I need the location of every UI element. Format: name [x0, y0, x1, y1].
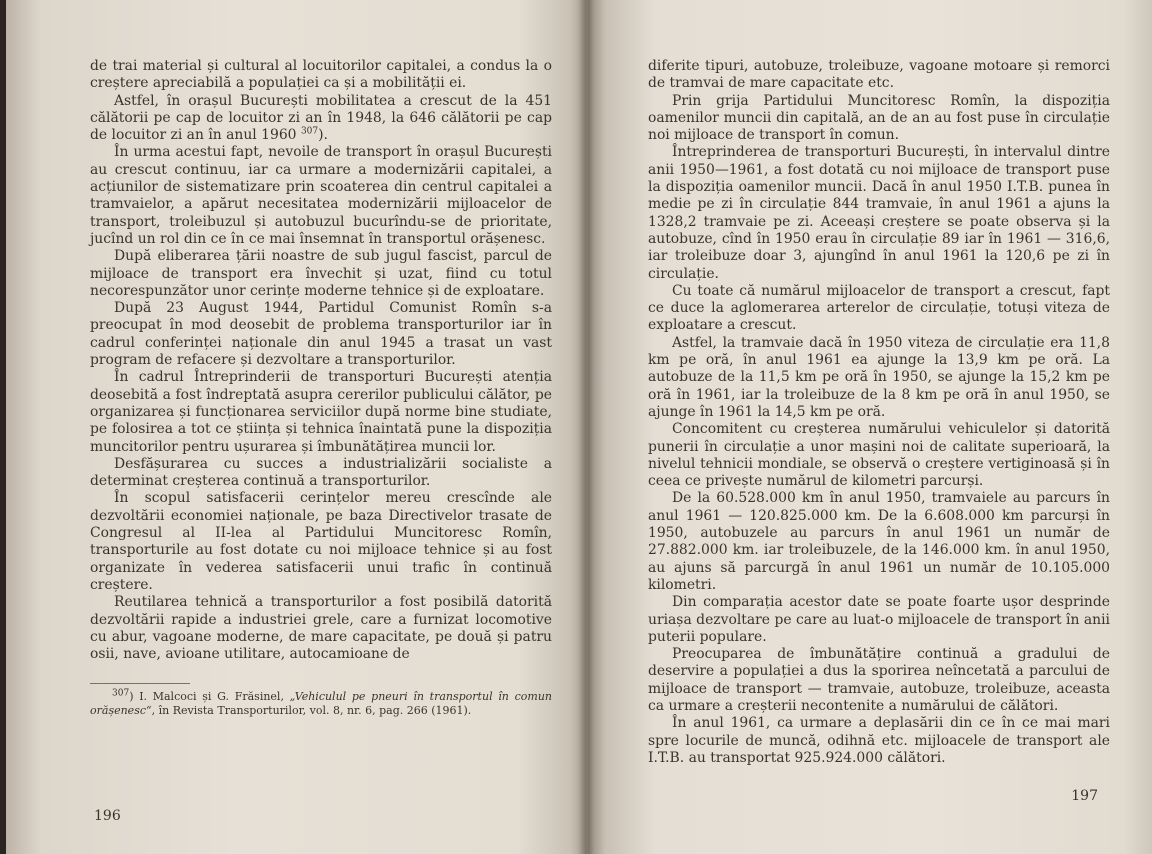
paragraph: După eliberarea țării noastre de sub jugul fascist, parcul de mijloace de transport era învechit și uzat, fiind cu totul necorespunzător unor cerințe moderne tehnice și de exploatare.	[90, 248, 552, 299]
right-page	[588, 0, 1152, 854]
paragraph: Preocuparea de îmbunătățire continuă a gradului de deservire a populației a dus la sporirea neîncetată a parcului de mijloace de transport — tramvaie, autobuze, troleibuze, aceasta ca urmare a creșterii necontenite a numărului de călători.	[648, 646, 1110, 714]
footnote-source: , în Revista Transporturilor, vol. 8, nr. 6, pag. 266 (1961).	[151, 703, 472, 717]
footnote-marker: 307	[112, 688, 130, 699]
paragraph: Din comparația acestor date se poate foarte ușor desprinde uriașa dezvoltare pe care au luat-o mijloacele de transport în anii puterii populare.	[648, 594, 1110, 645]
page-number-left: 196	[94, 808, 121, 824]
left-page-text	[90, 58, 552, 663]
paragraph: În anul 1961, ca urmare a deplasării din ce în ce mai mari spre locurile de muncă, odihnă etc. mijloacele de transport ale I.T.B. au transportat 925.924.000 călători.	[648, 715, 1110, 766]
footnote-divider	[90, 683, 190, 684]
page-number-right: 197	[1071, 788, 1098, 804]
footnote-authors: ) I. Malcoci și G. Frăsinel,	[129, 690, 290, 704]
paragraph-text: Astfel, în orașul București mobilitatea a crescut de la 451 călătorii pe cap de locuitor zi an în 1948, la 646 călătorii pe cap de locuitor zi an în anul 1960	[90, 92, 552, 144]
footnote-reference: 307	[300, 126, 319, 137]
paragraph: Cu toate că numărul mijloacelor de transport a crescut, fapt ce duce la aglomerarea arterelor de circulație, totuși viteza de exploatare a crescut.	[648, 282, 1110, 334]
paragraph: Concomitent cu creșterea numărului vehiculelor și datorită punerii în circulație a unor mașini noi de calitate superioară, la nivelul tehnicii mondiale, se observă o creștere vertiginoasă și în ceea ce privește numărul de kilometri parcurși.	[648, 421, 1110, 490]
paragraph: de trai material și cultural al locuitorilor capitalei, a condus la o creștere apreciabilă a populației ca și a mobilității ei.	[90, 58, 552, 92]
paragraph: De la 60.528.000 km în anul 1950, tramvaiele au parcurs în anul 1961 — 120.825.000 km. De la 6.608.000 km parcurși în 1950, autobuzele au parcurs în anul 1961 un număr de 27.882.000 km. iar troleibuzele, de la 146.000 km. în anul 1950, au ajuns să parcurgă în anul 1961 un număr de 10.105.000 kilometri.	[648, 490, 1110, 593]
paragraph	[90, 93, 552, 145]
book-gutter	[578, 0, 594, 854]
paragraph: Prin grija Partidului Muncitoresc Romîn, la dispoziția oamenilor muncii din capitală, an de an au fost puse în circulație noi mijloace de transport în comun.	[648, 92, 1110, 144]
footnote-title: „Vehiculul pe pneuri în transportul în comun orășenesc“	[90, 690, 552, 717]
paragraph: Reutilarea tehnică a transporturilor a fost posibilă datorită dezvoltării rapide a industriei grele, care a furnizat locomotive cu abur, vagoane moderne, de mare capacitate, pe două și patru osii, nave, avioane utilitare, autocamioane de	[90, 594, 552, 663]
paragraph: În urma acestui fapt, nevoile de transport în orașul București au crescut continuu, iar ca urmare a modernizării capitalei, a acțiunilor de sistematizare prin scoaterea din centrul capitalei a tramvaielor, a apărut necesitatea modernizării mijloacelor de transport, troleibuzul și autobuzul bucurîndu-se de prioritate, jucînd un rol din ce în ce mai însemnat în transportul orășenesc.	[90, 144, 552, 247]
paragraph: Întreprinderea de transporturi București, în intervalul dintre anii 1950—1961, a fost dotată cu noi mijloace de transport puse la dispoziția oamenilor muncii. Dacă în anul 1950 I.T.B. punea în medie pe zi în circulație 844 tramvaie, în anul 1961 a ajuns la 1328,2 tramvaie pe zi. Aceeași creștere se poate observa și la autobuze, cînd în 1950 erau în circulație 89 iar în 1961 — 316,6, iar troleibuze doar 3, ajungînd în anul 1961 la 120,6 pe zi în circulație.	[648, 144, 1110, 282]
paragraph: Desfășurarea cu succes a industrializării socialiste a determinat creșterea continuă a transporturilor.	[90, 455, 552, 490]
left-page	[6, 0, 588, 854]
paragraph: În cadrul Întreprinderii de transporturi București atenția deosebită a fost îndreptată asupra cererilor publicului călător, pe organizarea și funcționarea serviciilor după norme bine studiate, pe folosirea a tot ce știința și tehnica înaintată pune la dispoziția muncitorilor pentru ușurarea și îmbunătățirea muncii lor.	[90, 369, 552, 455]
paragraph: După 23 August 1944, Partidul Comunist Romîn s-a preocupat în mod deosebit de problema transporturilor iar în cadrul conferinței naționale din anul 1945 a trasat un vast program de refacere și dezvoltare a transporturilor.	[90, 300, 552, 369]
footnote	[90, 690, 552, 717]
paragraph: Astfel, la tramvaie dacă în 1950 viteza de circulație era 11,8 km pe oră, în anul 1961 ea ajunge la 13,9 km pe oră. La autobuze de la 11,5 km pe oră în 1950, se ajunge la 15,2 km pe oră în 1961, iar la troleibuze de la 8 km pe oră în anul 1950, se ajunge în 1961 la 14,5 km pe oră.	[648, 334, 1110, 420]
paragraph: diferite tipuri, autobuze, troleibuze, vagoane motoare și remorci de tramvai de mare capacitate etc.	[648, 58, 1110, 92]
paragraph-text-end: ).	[318, 127, 328, 144]
right-page-text	[648, 58, 1110, 767]
paragraph: În scopul satisfacerii cerințelor mereu crescînde ale dezvoltării economiei naționale, pe baza Directivelor trasate de Congresul al II-lea al Partidului Muncitoresc Romîn, transporturile au fost dotate cu noi mijloace tehnice și au fost organizate în vederea satisfacerii unui trafic în continuă creștere.	[90, 490, 552, 593]
